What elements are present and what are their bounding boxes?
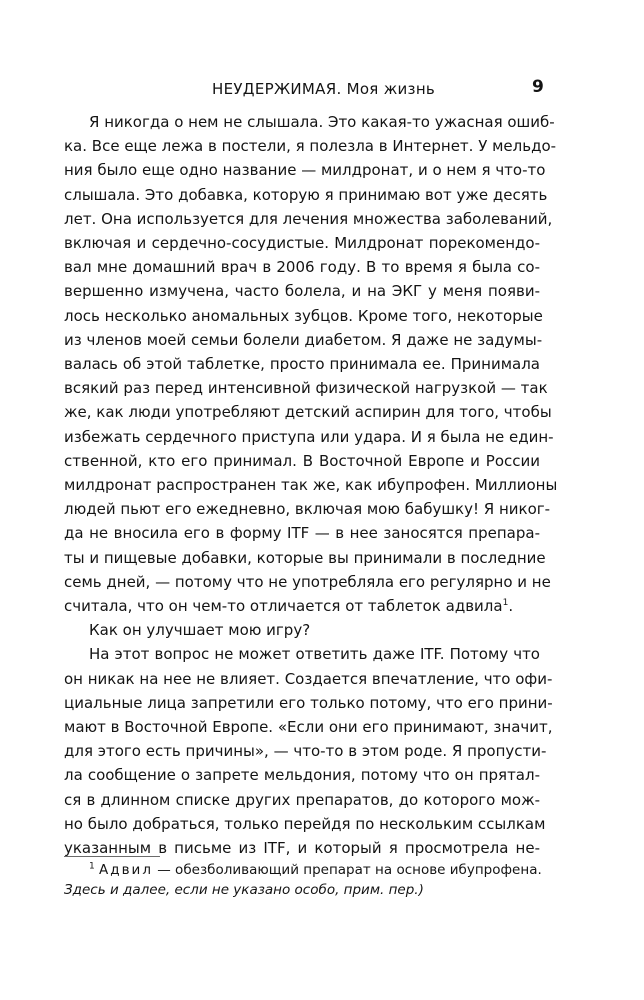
text-line: лось несколько аномальных зубцов. Кроме того, некоторые: [64, 306, 543, 325]
body-text: [64, 110, 558, 860]
text-line: Как он улучшает мою игру?: [89, 621, 311, 640]
footnote-line: [64, 880, 540, 900]
footnote-definition: — обезболивающий препарат на основе ибупрофена.: [157, 862, 542, 878]
text-line: из членов моей семьи болели диабетом. Я даже не задумы-: [64, 330, 543, 349]
text-line: милдронат распространен так же, как ибупрофен. Миллионы: [64, 476, 558, 495]
text-line: лет. Она используется для лечения множества заболеваний,: [64, 209, 553, 228]
text-line: валась об этой таблетке, просто принимала ее. Принимала: [64, 355, 540, 374]
text-line: он никак на нее не влияет. Создается впечатление, что офи-: [64, 669, 553, 688]
text-line: мают в Восточной Европе. «Если они его принимают, значит,: [64, 718, 553, 737]
text-line: ка. Все еще лежа в постели, я полезла в Интернет. У мельдо-: [64, 137, 557, 156]
footnote-reference: 1: [502, 598, 509, 609]
text-line: указанным в письме из ITF, и который я просмотрела не-: [64, 839, 540, 858]
running-header-title: НЕУДЕРЖИМАЯ. Моя жизнь: [212, 80, 436, 98]
text-line: ственной, кто его принимал. В Восточной Европе и России: [64, 451, 540, 470]
text-line: людей пьют его ежедневно, включая мою бабушку! Я никог-: [64, 500, 551, 519]
text-line: но было добраться, только перейдя по нескольким ссылкам: [64, 814, 546, 833]
text-line: ты и пищевые добавки, которые вы принимали в последние: [64, 548, 546, 567]
page-number: 9: [532, 77, 544, 97]
text-line: же, как люди употребляют детский аспирин для того, чтобы: [64, 403, 552, 422]
text-line: вал мне домашний врач в 2006 году. В то время я была со-: [64, 258, 540, 277]
footnote-note: Здесь и далее, если не указано особо, прим. пер.): [64, 882, 424, 898]
footnote-marker: 1: [89, 861, 95, 872]
text-line: ния было еще одно название — милдронат, и о нем я что-то: [64, 161, 546, 180]
text-line: циальные лица запретили его только потому, что его прини-: [64, 693, 553, 712]
footnote-term: Адвил: [99, 862, 153, 878]
text-line: для этого есть причины», — что-то в этом роде. Я пропусти-: [64, 742, 547, 761]
text-line: На этот вопрос не может ответить даже ITF. Потому что: [89, 645, 540, 664]
text-line: Я никогда о нем не слышала. Это какая-то ужасная ошиб-: [89, 113, 555, 131]
text-line: ся в длинном списке других препаратов, до которого мож-: [64, 790, 540, 809]
text-line: семь дней, — потому что не употребляла его регулярно и не: [64, 572, 551, 591]
text-line: избежать сердечного приступа или удара. И я была не един-: [64, 427, 554, 446]
text-line: включая и сердечно-сосудистые. Милдронат порекомендо-: [64, 234, 540, 253]
text-line: да не вносила его в форму ITF — в нее заносятся препара-: [64, 524, 540, 543]
text-line: вершенно измучена, часто болела, и на ЭКГ у меня появи-: [64, 282, 540, 301]
footnote-divider: [64, 856, 160, 857]
text-line-with-footnote: [64, 594, 540, 618]
text-line: слышала. Это добавка, которую я принимаю вот уже десять: [64, 185, 548, 204]
footnote: [64, 860, 540, 900]
footnote-line: [64, 860, 540, 880]
text-line: ла сообщение о запрете мельдония, потому что он прятал-: [64, 766, 540, 785]
text-span: .: [508, 597, 514, 616]
text-line: всякий раз перед интенсивной физической нагрузкой — так: [64, 379, 548, 398]
text-span: считала, что он чем-то отличается от таблеток адвила: [64, 597, 503, 616]
